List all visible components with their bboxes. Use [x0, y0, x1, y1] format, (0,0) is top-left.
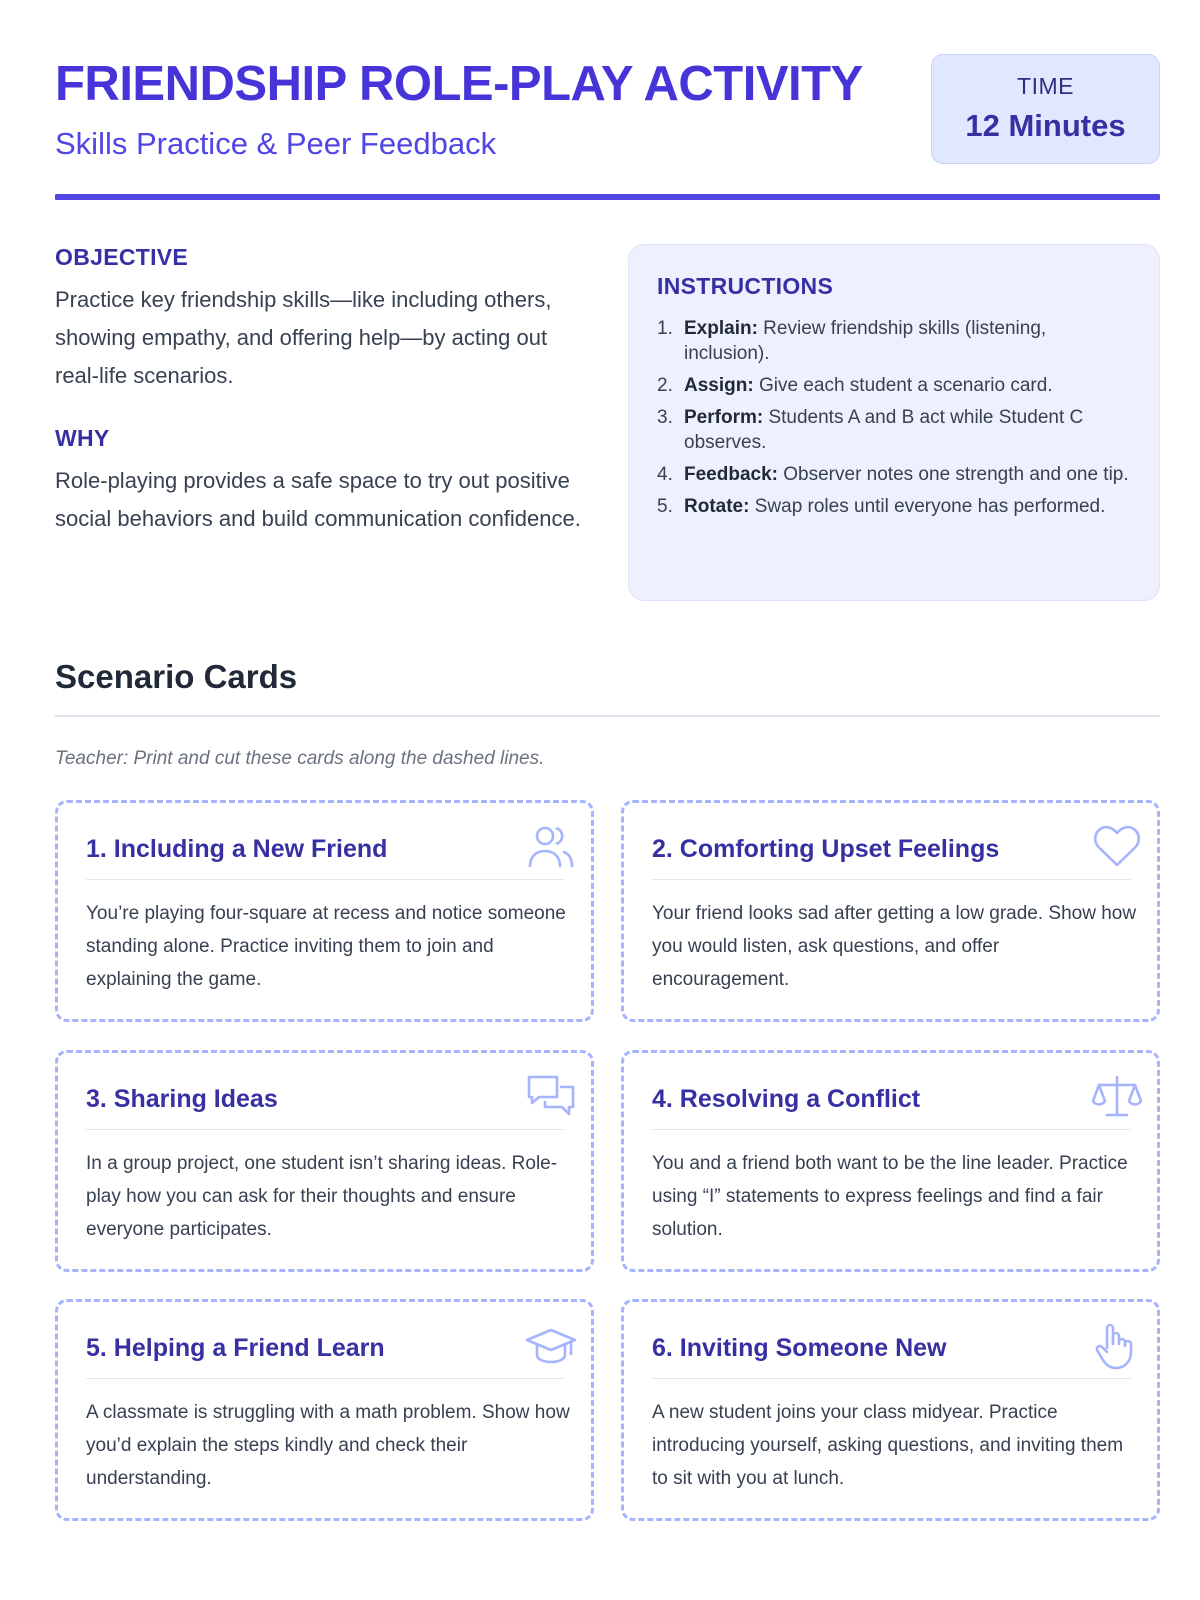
objective-section [55, 244, 595, 395]
card-divider [652, 879, 1131, 880]
scenario-card [621, 1299, 1160, 1521]
page-subtitle: Skills Practice & Peer Feedback [55, 126, 497, 161]
scenario-card-text: A classmate is struggling with a math problem. Show how you’d explain the steps kindly and check their understanding. [86, 1402, 570, 1489]
scenario-card-title: 6. Inviting Someone New [652, 1334, 947, 1362]
instruction-term: Feedback: [684, 464, 778, 485]
instruction-detail: Swap roles until everyone has performed. [749, 496, 1106, 517]
instruction-item [657, 405, 1131, 455]
objective-text: Practice key friendship skills—like including others, showing empathy, and offering help—by acting out real-life scenarios. [55, 287, 552, 388]
scenario-card-title: 4. Resolving a Conflict [652, 1085, 921, 1113]
why-section [55, 425, 595, 538]
instruction-number: 2. [657, 375, 673, 396]
scenario-card-text: You’re playing four-square at recess and notice someone standing alone. Practice inviting them to join and explaining the game. [86, 903, 566, 990]
instruction-term: Perform: [684, 407, 764, 428]
scenario-card-text: A new student joins your class midyear. Practice introducing yourself, asking questions, and inviting them to sit with you at lunch. [652, 1402, 1124, 1489]
instruction-item [657, 316, 1131, 366]
scenario-card-text: You and a friend both want to be the line leader. Practice using “I” statements to express feelings and find a fair solution. [652, 1153, 1128, 1240]
objective-label: OBJECTIVE [55, 244, 189, 270]
instruction-number: 1. [657, 318, 673, 339]
instruction-term: Assign: [684, 375, 754, 396]
scenario-card-title: 5. Helping a Friend Learn [86, 1334, 385, 1362]
instruction-detail: Give each student a scenario card. [753, 375, 1053, 396]
scenario-card-text: Your friend looks sad after getting a low grade. Show how you would listen, ask questions, and offer encouragement. [652, 903, 1137, 990]
instruction-number: 3. [657, 407, 673, 428]
wave-hand-icon [1091, 1320, 1143, 1372]
why-label: WHY [55, 425, 110, 451]
instruction-number: 4. [657, 464, 673, 485]
instructions-list [657, 316, 1131, 519]
instruction-detail: Review friendship skills (listening, inclusion). [684, 318, 1047, 364]
instruction-number: 5. [657, 496, 673, 517]
time-label: TIME [1017, 73, 1074, 99]
graduation-cap-icon [525, 1320, 577, 1372]
instruction-item [657, 462, 1131, 487]
header [55, 52, 1160, 172]
teacher-note: Teacher: Print and cut these cards along the dashed lines. [55, 748, 545, 769]
instructions-label: INSTRUCTIONS [657, 273, 834, 299]
time-badge [931, 54, 1160, 164]
scenario-card [55, 800, 594, 1022]
instruction-item [657, 373, 1131, 398]
heart-icon [1091, 821, 1143, 873]
instruction-detail: Students A and B act while Student C observes. [684, 407, 1084, 453]
instruction-text [684, 405, 1131, 455]
scenario-cards-heading: Scenario Cards [55, 658, 298, 695]
page-title: FRIENDSHIP ROLE-PLAY ACTIVITY [55, 57, 863, 111]
scenario-card [621, 1050, 1160, 1272]
scenario-card-title: 3. Sharing Ideas [86, 1085, 278, 1113]
header-divider [55, 194, 1160, 200]
card-divider [86, 1129, 565, 1130]
card-divider [652, 1129, 1131, 1130]
card-divider [86, 879, 565, 880]
time-value: 12 Minutes [965, 108, 1126, 143]
scenario-card [621, 800, 1160, 1022]
scenario-card-text: In a group project, one student isn’t sharing ideas. Role-play how you can ask for their thoughts and ensure everyone participates. [86, 1153, 558, 1240]
instruction-text [684, 462, 1129, 487]
instruction-text [684, 494, 1105, 519]
scenario-card [55, 1050, 594, 1272]
card-divider [652, 1378, 1131, 1379]
instruction-text [684, 373, 1053, 398]
users-icon [525, 821, 577, 873]
instruction-term: Explain: [684, 318, 758, 339]
instruction-detail: Observer notes one strength and one tip. [777, 464, 1129, 485]
why-text: Role-playing provides a safe space to try out positive social behaviors and build communication confidence. [55, 468, 581, 531]
instruction-item [657, 494, 1131, 519]
scenario-divider [55, 715, 1160, 717]
scale-icon [1091, 1071, 1143, 1123]
scenario-card-title: 2. Comforting Upset Feelings [652, 835, 1000, 863]
instruction-term: Rotate: [684, 496, 750, 517]
instructions-panel [628, 244, 1160, 601]
overview-column [55, 244, 595, 538]
scenario-card [55, 1299, 594, 1521]
card-divider [86, 1378, 565, 1379]
scenario-card-title: 1. Including a New Friend [86, 835, 388, 863]
chat-icon [525, 1071, 577, 1123]
instruction-text [684, 316, 1131, 366]
